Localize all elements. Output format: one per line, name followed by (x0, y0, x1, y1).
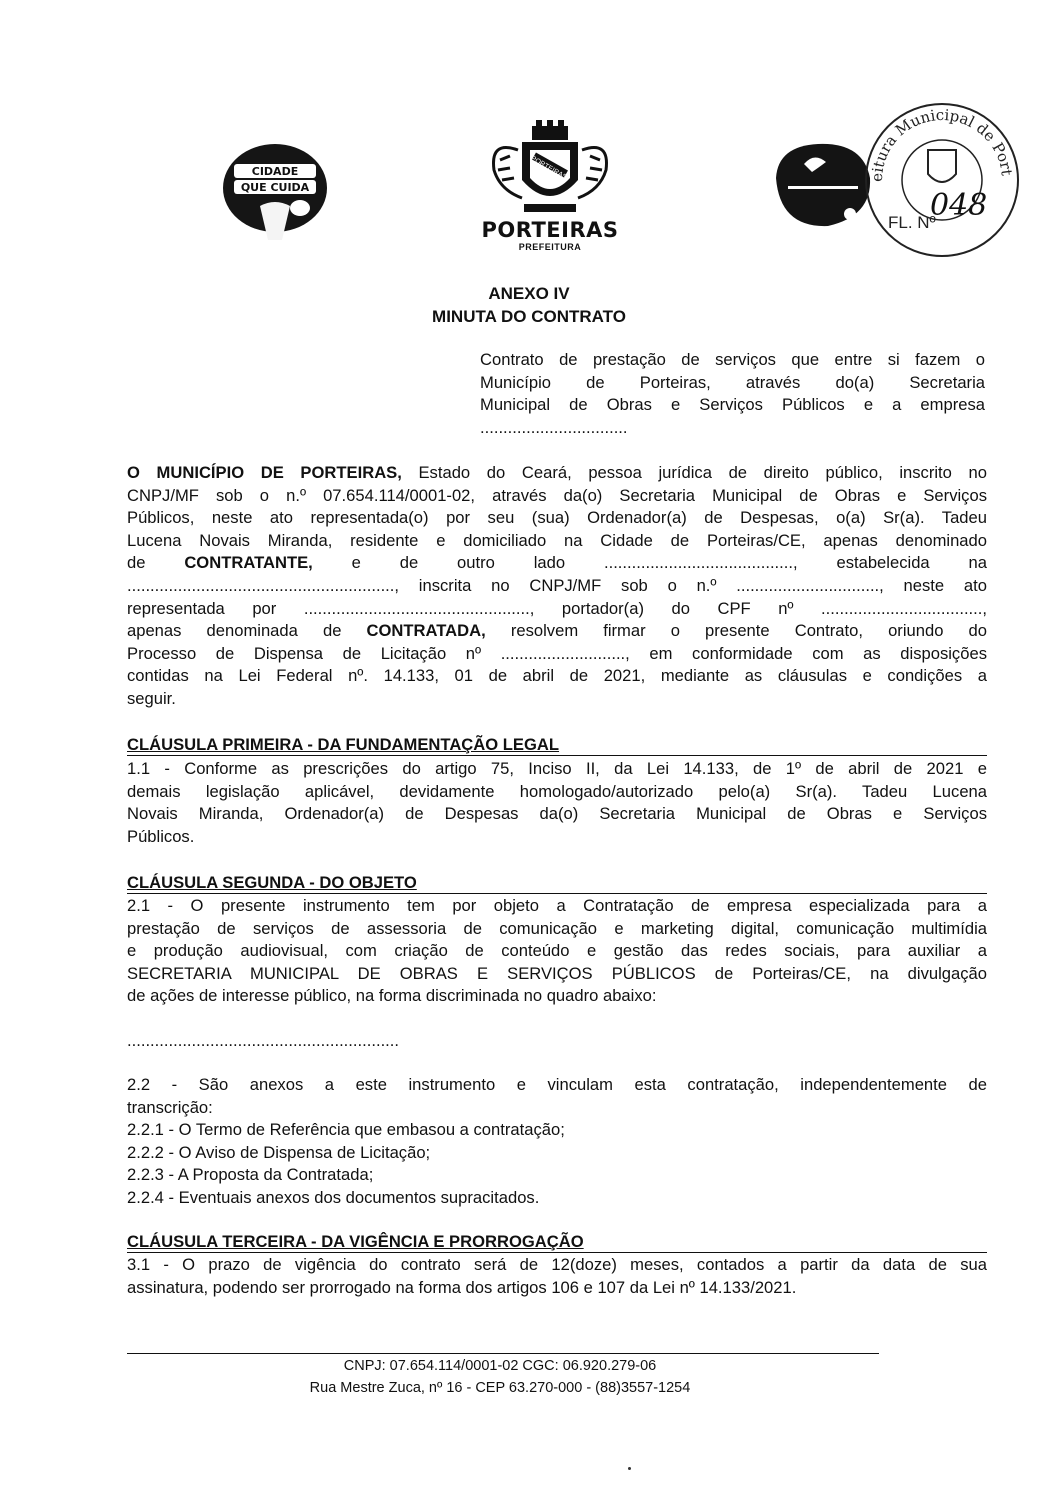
clause-3-body (127, 1254, 987, 1299)
intro-line: de CONTRATANTE, e de outro lado ........................................., estabelecida na (127, 552, 987, 575)
clause-line: transcrição: (127, 1097, 213, 1117)
stamp-text: eitura Municipal de Port (867, 105, 1016, 183)
clause-line: de ações de interesse público, na forma discriminada no quadro abaixo: (127, 986, 657, 1006)
intro-line: representada por ................................................., portador(a) do CPF nº ..................................., (127, 598, 987, 618)
preamble-placeholder: ................................ (480, 417, 628, 437)
intro-line: Processo de Dispensa de Licitação nº ..........................., em conformidade com as disposições (127, 643, 987, 663)
contract-preamble (480, 349, 985, 439)
clause-line: 2.1 - O presente instrumento tem por objeto a Contratação de empresa especializada para a (127, 896, 987, 915)
clause-1-body (127, 758, 987, 848)
municipal-stamp (862, 100, 1022, 260)
list-item: 2.2.1 - O Termo de Referência que embasou a contratação; (127, 1120, 565, 1140)
intro-line: Lucena Novais Miranda, residente e domiciliado na Cidade de Porteiras/CE, apenas denominado (127, 530, 987, 550)
object-placeholder: ........................................................... (127, 1031, 400, 1050)
clause-line: Públicos. (127, 826, 195, 846)
list-item: 2.2.4 - Eventuais anexos dos documentos supracitados. (127, 1187, 540, 1207)
annex-title: ANEXO IV (488, 284, 570, 303)
clause-line: SECRETARIA MUNICIPAL DE OBRAS E SERVIÇOS PÚBLICOS de Porteiras/CE, na divulgação (127, 963, 987, 983)
clause-line: Novais Miranda, Ordenador(a) de Despesas da(o) Secretaria Municipal de Obras e Serviços (127, 804, 987, 824)
scan-speck (628, 1467, 631, 1470)
clause-2-heading: CLÁUSULA SEGUNDA - DO OBJETO (127, 872, 987, 894)
clause-line: prestação de serviços de assessoria de comunicação e marketing digital, comunicação multimídia (127, 918, 987, 938)
svg-text:PORTEIRAS: PORTEIRAS (529, 155, 568, 182)
footer-divider (127, 1353, 879, 1354)
clause-2-body (127, 895, 987, 1008)
clause-line: 2.2 - São anexos a este instrumento e vinculam esta contratação, independentemente de (127, 1075, 987, 1094)
list-item: 2.2.2 - O Aviso de Dispensa de Licitação; (127, 1142, 431, 1162)
stamp-page-number: 048 (930, 188, 988, 223)
stamp-label: FL. Nº (888, 213, 936, 232)
clause-line: assinatura, podendo ser prorrogado na forma dos artigos 106 e 107 da Lei nº 14.133/2021. (127, 1277, 797, 1297)
parties-paragraph: O MUNICÍPIO DE PORTEIRAS, Estado do Ceará, pessoa jurídica de direito público, inscrito no CNPJ/MF sob o n.º 07.654.114/0001-02, através da(o) Secretaria Municipal de Obras e Serviços Públicos, neste ato representada(o) por seu (sua) Ordenador(a) de Despesas, o(a) Sr(a). Tadeu Lucena Novais Miranda, residente e domiciliado na Cidade de Porteiras/CE, apenas denominado de CONTRATANTE, e de outro lado ........................................., estabelecida na .........................................................., inscrita no CNPJ/MF sob o n.º ..............................., neste ato representada por ................................................., portador(a) do CPF nº ..................................., apenas denominada de CONTRATADA, resolvem firmar o presente Contrato, oriundo do Processo de Dispensa de Licitação nº ..........................., em conformidade com as disposições contidas na Lei Federal nº. 14.133, 01 de abril de 2021, mediante as cláusulas e condições a seguir. (127, 462, 987, 711)
intro-line: Públicos, neste ato representada(o) por seu (sua) Ordenador(a) de Despesas, o(a) Sr(a). Tadeu (127, 508, 987, 528)
cidade-que-cuida-logo (220, 140, 330, 240)
clause-line: 1.1 - Conforme as prescrições do artigo 75, Inciso II, da Lei 14.133, de 1º de abril de 2021 e (127, 759, 987, 778)
clause-line: e produção audiovisual, com criação de conteúdo e gestão das redes sociais, para auxiliar a (127, 941, 987, 961)
preamble-line: Município de Porteiras, através do(a) Secretaria (480, 372, 985, 392)
clause-1-heading: CLÁUSULA PRIMEIRA - DA FUNDAMENTAÇÃO LEGAL (127, 734, 987, 756)
preamble-line: Contrato de prestação de serviços que entre si fazem o (480, 350, 985, 369)
contract-draft-title: MINUTA DO CONTRATO (432, 307, 626, 326)
list-item: 2.2.3 - A Proposta da Contratada; (127, 1165, 374, 1185)
brand-name: PORTEIRAS (481, 218, 619, 242)
intro-line: CNPJ/MF sob o n.º 07.654.114/0001-02, através da(o) Secretaria Municipal de Obras e Serviços (127, 485, 987, 505)
intro-line: contidas na Lei Federal nº. 14.133, 01 de abril de 2021, mediante as cláusulas e condições a (127, 666, 987, 686)
intro-line: seguir. (127, 688, 176, 708)
brand-subtitle: PREFEITURA (518, 242, 582, 252)
porteiras-coat-of-arms (470, 120, 630, 255)
clause-line: demais legislação aplicável, devidamente homologado/autorizado pelo(a) Sr(a). Tadeu Lucena (127, 781, 987, 801)
contratada-label: CONTRATADA, (366, 621, 486, 641)
footer-address: Rua Mestre Zuca, nº 16 - CEP 63.270-000 - (88)3557-1254 (309, 1380, 691, 1396)
intro-line: .........................................................., inscrita no CNPJ/MF sob o n.º ..............................., neste ato (127, 575, 987, 595)
municipality-name: O MUNICÍPIO DE PORTEIRAS, (127, 463, 402, 482)
clause-2-annexes (127, 1074, 987, 1210)
clause-3-heading: CLÁUSULA TERCEIRA - DA VIGÊNCIA E PRORROGAÇÃO (127, 1231, 987, 1253)
svg-text:QUE CUIDA: QUE CUIDA (240, 181, 310, 194)
contratante-label: CONTRATANTE, (184, 553, 313, 573)
clause-line: 3.1 - O prazo de vigência do contrato será de 12(doze) meses, contados a partir da data de sua (127, 1255, 987, 1274)
preamble-line: Municipal de Obras e Serviços Públicos e a empresa (480, 395, 985, 415)
footer-cnpj: CNPJ: 07.654.114/0001-02 CGC: 06.920.279-06 (343, 1358, 657, 1374)
svg-text:CIDADE: CIDADE (251, 165, 299, 178)
